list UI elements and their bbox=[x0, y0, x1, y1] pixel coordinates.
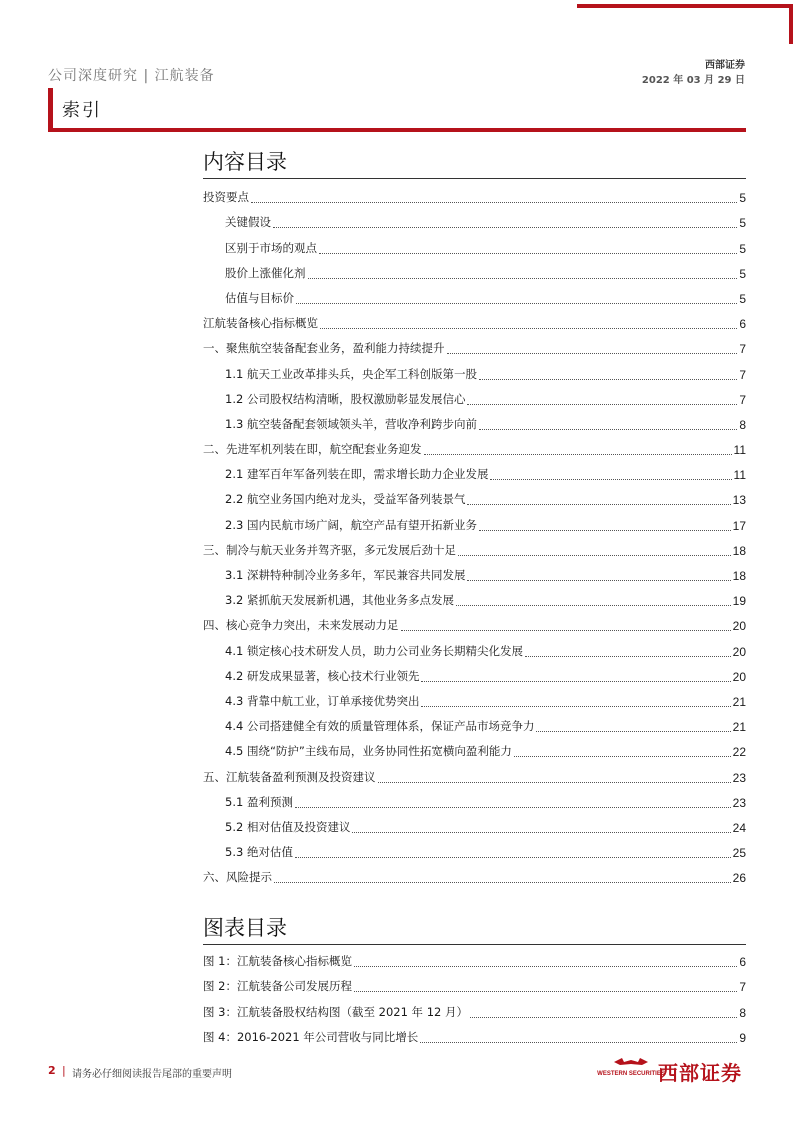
contents-heading: 内容目录 bbox=[203, 150, 287, 174]
dot-leader bbox=[447, 353, 738, 354]
dot-leader bbox=[251, 202, 737, 203]
dot-leader bbox=[470, 1017, 737, 1018]
toc-entry[interactable] bbox=[203, 837, 746, 862]
figure-entry[interactable] bbox=[203, 1022, 746, 1047]
header-separator: | bbox=[143, 68, 150, 84]
dot-leader bbox=[296, 303, 737, 304]
toc-entry-label: 3.2 紧抓航天发展新机遇，其他业务多点发展 bbox=[225, 593, 454, 608]
figure-entry-label: 图 4：2016-2021 年公司营收与同比增长 bbox=[203, 1029, 419, 1044]
logo-chinese-name: 西部证券 bbox=[658, 1061, 742, 1085]
toc-entry-page: 5 bbox=[739, 241, 746, 256]
toc-entry-label: 估值与目标价 bbox=[225, 290, 294, 305]
dot-leader bbox=[456, 605, 731, 606]
figure-entry-label: 图 1：江航装备核心指标概览 bbox=[203, 954, 352, 969]
toc-entry[interactable] bbox=[203, 711, 746, 736]
toc-entry-label: 4.3 背靠中航工业，订单承接优势突出 bbox=[225, 693, 420, 708]
figure-entry[interactable] bbox=[203, 996, 746, 1021]
toc-entry[interactable] bbox=[203, 787, 746, 812]
section-divider bbox=[48, 128, 746, 132]
toc-entry-label: 2.1 建军百年军备列装在即，需求增长助力企业发展 bbox=[225, 467, 489, 482]
section-title: 索引 bbox=[62, 100, 102, 121]
toc-entry-page: 20 bbox=[732, 669, 746, 684]
dot-leader bbox=[525, 656, 731, 657]
dot-leader bbox=[479, 379, 737, 380]
dot-leader bbox=[424, 454, 732, 455]
dot-leader bbox=[479, 530, 731, 531]
toc-entry-label: 2.2 航空业务国内绝对龙头，受益军备列装景气 bbox=[225, 492, 466, 507]
company-name: 江航装备 bbox=[154, 68, 215, 84]
toc-entry-label: 一、聚焦航空装备配套业务，盈利能力持续提升 bbox=[203, 341, 445, 356]
top-accent-corner bbox=[789, 4, 793, 44]
toc-entry-page: 7 bbox=[739, 392, 746, 407]
toc-entry-label: 1.2 公司股权结构清晰，股权激励彰显发展信心 bbox=[225, 391, 466, 406]
toc-entry[interactable] bbox=[203, 535, 746, 560]
toc-entry[interactable] bbox=[203, 736, 746, 761]
top-accent-line bbox=[577, 4, 793, 8]
report-type: 公司深度研究 bbox=[48, 68, 138, 84]
figure-entry[interactable] bbox=[203, 971, 746, 996]
dot-leader bbox=[320, 328, 737, 329]
toc-entry-page: 24 bbox=[732, 820, 746, 835]
figure-entry[interactable] bbox=[203, 946, 746, 971]
toc-entry-page: 22 bbox=[732, 745, 746, 760]
figure-entry-page: 9 bbox=[739, 1030, 746, 1045]
toc-entry-page: 26 bbox=[732, 871, 746, 886]
dot-leader bbox=[421, 706, 730, 707]
toc-entry[interactable] bbox=[203, 333, 746, 358]
toc-entry-label: 六、风险提示 bbox=[203, 870, 272, 885]
figures-list bbox=[203, 946, 746, 1047]
toc-entry-label: 4.5 围绕“防护”主线布局，业务协同性拓宽横向盈利能力 bbox=[225, 744, 512, 759]
dot-leader bbox=[354, 966, 737, 967]
toc-entry[interactable] bbox=[203, 635, 746, 660]
toc-entry-page: 20 bbox=[732, 619, 746, 634]
figure-entry-page: 6 bbox=[739, 955, 746, 970]
toc-entry-page: 23 bbox=[732, 795, 746, 810]
toc-entry-page: 23 bbox=[732, 770, 746, 785]
dot-leader bbox=[467, 504, 730, 505]
page-number: 2 bbox=[48, 1064, 56, 1077]
toc-entry[interactable] bbox=[203, 182, 746, 207]
toc-entry-page: 17 bbox=[732, 518, 746, 533]
toc-entry-page: 7 bbox=[739, 342, 746, 357]
header-brand: 西部证券 bbox=[705, 60, 745, 71]
toc-entry[interactable] bbox=[203, 812, 746, 837]
toc-entry-page: 5 bbox=[739, 191, 746, 206]
toc-entry-label: 股价上涨催化剂 bbox=[225, 265, 306, 280]
dot-leader bbox=[421, 681, 730, 682]
dot-leader bbox=[378, 782, 731, 783]
dot-leader bbox=[308, 278, 738, 279]
toc-entry-page: 21 bbox=[732, 720, 746, 735]
toc-entry[interactable] bbox=[203, 283, 746, 308]
dot-leader bbox=[467, 404, 737, 405]
toc-entry[interactable] bbox=[203, 459, 746, 484]
dot-leader bbox=[354, 991, 737, 992]
toc-entry-label: 江航装备核心指标概览 bbox=[203, 316, 318, 331]
dot-leader bbox=[352, 832, 730, 833]
toc-entry-label: 投资要点 bbox=[203, 190, 249, 205]
toc-entry-label: 1.3 航空装备配套领域领头羊，营收净利跨步向前 bbox=[225, 416, 477, 431]
toc-entry-label: 关键假设 bbox=[225, 215, 271, 230]
dot-leader bbox=[490, 479, 731, 480]
dot-leader bbox=[274, 882, 731, 883]
toc-entry[interactable] bbox=[203, 409, 746, 434]
toc-entry[interactable] bbox=[203, 484, 746, 509]
section-marker bbox=[48, 88, 53, 130]
toc-entry[interactable] bbox=[203, 686, 746, 711]
dot-leader bbox=[536, 731, 730, 732]
toc-entry-label: 1.1 航天工业改革排头兵，央企军工科创版第一股 bbox=[225, 366, 477, 381]
toc-entry[interactable] bbox=[203, 610, 746, 635]
toc-entry[interactable] bbox=[203, 585, 746, 610]
toc-entry-label: 二、先进军机列装在即，航空配套业务迎发 bbox=[203, 442, 422, 457]
toc-entry[interactable] bbox=[203, 434, 746, 459]
dot-leader bbox=[467, 580, 730, 581]
contents-heading-rule bbox=[203, 178, 746, 179]
toc-entry-label: 5.1 盈利预测 bbox=[225, 794, 293, 809]
report-header-title bbox=[48, 65, 215, 85]
logo-mark-icon bbox=[597, 1056, 665, 1084]
dot-leader bbox=[273, 227, 737, 228]
footer-separator: | bbox=[62, 1064, 66, 1077]
toc-entry[interactable] bbox=[203, 358, 746, 383]
toc-entry[interactable] bbox=[203, 509, 746, 534]
logo-english-name: WESTERN SECURITIES bbox=[597, 1071, 665, 1077]
figure-entry-page: 8 bbox=[739, 1005, 746, 1020]
toc-entry[interactable] bbox=[203, 207, 746, 232]
toc-entry[interactable] bbox=[203, 661, 746, 686]
toc-entry-page: 18 bbox=[732, 543, 746, 558]
disclaimer-notice: 请务必仔细阅读报告尾部的重要声明 bbox=[72, 1069, 232, 1080]
toc-entry[interactable] bbox=[203, 308, 746, 333]
toc-entry-label: 4.2 研发成果显著，核心技术行业领先 bbox=[225, 668, 420, 683]
figures-heading: 图表目录 bbox=[203, 916, 287, 940]
dot-leader bbox=[514, 756, 731, 757]
toc-entry-page: 25 bbox=[732, 846, 746, 861]
toc-entry-label: 区别于市场的观点 bbox=[225, 240, 317, 255]
toc-entry-label: 5.2 相对估值及投资建议 bbox=[225, 819, 351, 834]
toc-entry-label: 三、制冷与航天业务并驾齐驱，多元发展后劲十足 bbox=[203, 542, 456, 557]
dot-leader bbox=[458, 555, 731, 556]
dot-leader bbox=[319, 253, 737, 254]
toc-entry-page: 20 bbox=[732, 644, 746, 659]
figure-entry-label: 图 3：江航装备股权结构图（截至 2021 年 12 月） bbox=[203, 1004, 468, 1019]
toc-entry[interactable] bbox=[203, 258, 746, 283]
dot-leader bbox=[479, 429, 737, 430]
toc-entry-page: 5 bbox=[739, 291, 746, 306]
toc-entry-label: 3.1 深耕特种制冷业务多年，军民兼容共同发展 bbox=[225, 568, 466, 582]
toc-entry-label: 4.1 锁定核心技术研发人员，助力公司业务长期精尖化发展 bbox=[225, 643, 523, 658]
toc-entry-page: 5 bbox=[739, 216, 746, 231]
toc-entry[interactable] bbox=[203, 761, 746, 786]
toc-entry-page: 19 bbox=[732, 594, 746, 609]
toc-entry-page: 18 bbox=[732, 569, 746, 583]
toc-entry-label: 5.3 绝对估值 bbox=[225, 845, 293, 860]
toc-entry-page: 21 bbox=[732, 694, 746, 709]
dot-leader bbox=[295, 807, 731, 808]
toc-entry-page: 6 bbox=[739, 317, 746, 332]
toc-entry-page: 7 bbox=[739, 367, 746, 382]
toc-entry-page: 11 bbox=[733, 468, 746, 483]
figures-heading-rule bbox=[203, 944, 746, 945]
toc-entry-label: 2.3 国内民航市场广阔，航空产品有望开拓新业务 bbox=[225, 517, 477, 532]
toc-entry-label: 五、江航装备盈利预测及投资建议 bbox=[203, 769, 376, 784]
toc-entry-page: 11 bbox=[733, 443, 746, 458]
dot-leader bbox=[420, 1042, 737, 1043]
dot-leader bbox=[401, 630, 731, 631]
report-date: 2022 年 03 月 29 日 bbox=[641, 75, 745, 86]
toc-entry[interactable] bbox=[203, 560, 746, 585]
company-logo bbox=[597, 1056, 748, 1085]
toc-entry-page: 13 bbox=[732, 493, 746, 508]
toc-entry-label: 4.4 公司搭建健全有效的质量管理体系，保证产品市场竞争力 bbox=[225, 719, 535, 734]
toc-entry[interactable] bbox=[203, 232, 746, 257]
toc-entry-page: 8 bbox=[739, 417, 746, 432]
figure-entry-page: 7 bbox=[739, 980, 746, 995]
contents-list bbox=[203, 182, 746, 887]
figure-entry-label: 图 2：江航装备公司发展历程 bbox=[203, 979, 352, 994]
toc-entry-label: 四、核心竞争力突出，未来发展动力足 bbox=[203, 618, 399, 633]
toc-entry[interactable] bbox=[203, 384, 746, 409]
toc-entry[interactable] bbox=[203, 862, 746, 887]
dot-leader bbox=[295, 857, 731, 858]
toc-entry-page: 5 bbox=[739, 266, 746, 281]
